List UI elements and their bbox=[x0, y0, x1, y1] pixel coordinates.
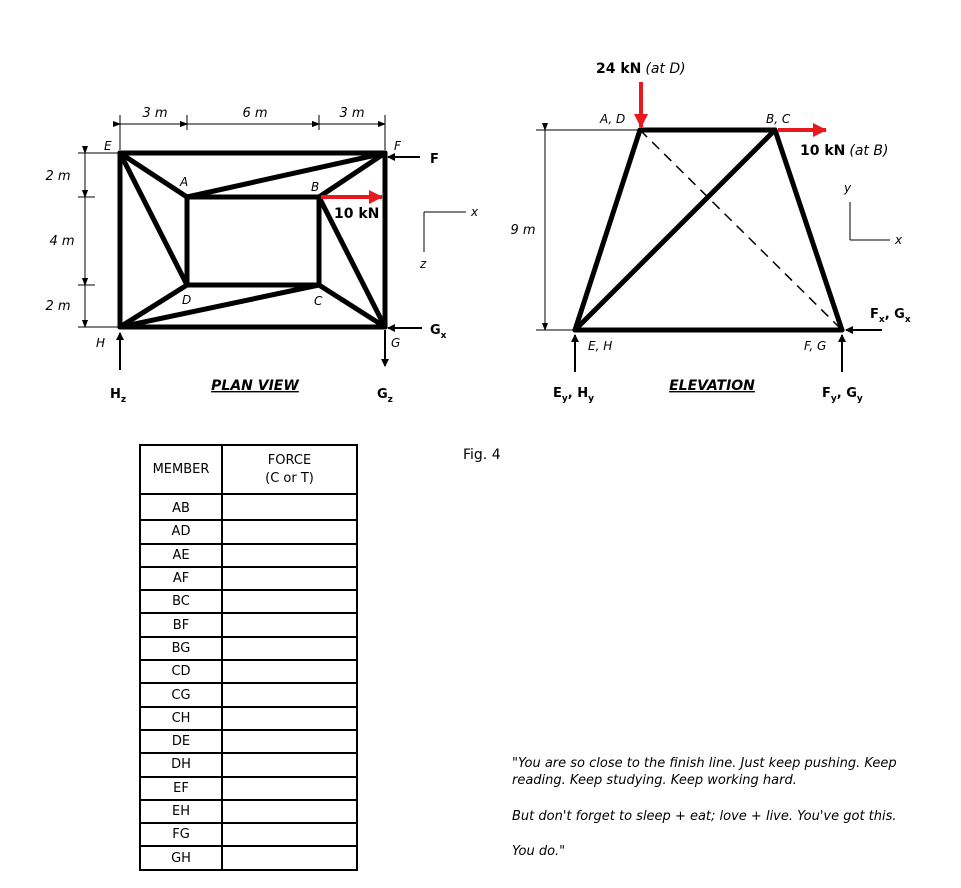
plan-reaction-Hz-main: H bbox=[110, 387, 121, 402]
member-force-cell[interactable] bbox=[222, 613, 357, 636]
elevation-dim-9m: 9 m bbox=[510, 223, 536, 238]
member-force-cell[interactable] bbox=[222, 707, 357, 730]
table-row bbox=[140, 683, 357, 706]
table-row bbox=[140, 567, 357, 590]
plan-load-label: 10 kN bbox=[334, 206, 380, 222]
elevation-members bbox=[575, 130, 842, 330]
table-row bbox=[140, 613, 357, 636]
member-name: DE bbox=[140, 730, 222, 753]
plan-reaction-Gz-label bbox=[377, 387, 393, 405]
plan-reaction-Gx-sub: x bbox=[440, 331, 447, 341]
elevation-reaction-Hy: , H bbox=[567, 386, 589, 401]
table-row bbox=[140, 777, 357, 800]
elevation-reaction-Ey: E bbox=[553, 386, 562, 401]
member-name: AD bbox=[140, 520, 222, 543]
elevation-reaction-right-label bbox=[822, 386, 863, 404]
plan-reaction-Gz-sub: z bbox=[387, 395, 393, 405]
elevation-side-load-note: (at B) bbox=[849, 143, 889, 159]
elevation-reaction-Ey-sub: y bbox=[561, 394, 568, 404]
member-name: GH bbox=[140, 846, 222, 869]
member-force-cell[interactable] bbox=[222, 494, 357, 520]
plan-members bbox=[120, 153, 385, 327]
table-row bbox=[140, 707, 357, 730]
table-row bbox=[140, 637, 357, 660]
plan-node-E: E bbox=[104, 139, 112, 153]
plan-reaction-Hz-sub: z bbox=[120, 395, 127, 405]
elevation-reaction-Gx: , G bbox=[884, 307, 905, 322]
plan-node-F: F bbox=[394, 139, 401, 153]
plan-reaction-F-label: F bbox=[430, 152, 439, 167]
dim-2m-bottom: 2 m bbox=[45, 299, 71, 314]
member-force-cell[interactable] bbox=[222, 753, 357, 776]
elevation-height-dimension bbox=[536, 130, 640, 330]
member-name: CG bbox=[140, 683, 222, 706]
table-row bbox=[140, 800, 357, 823]
member-force-cell[interactable] bbox=[222, 520, 357, 543]
dim-2m-top: 2 m bbox=[45, 169, 71, 184]
member-name: BG bbox=[140, 637, 222, 660]
member-force-cell[interactable] bbox=[222, 637, 357, 660]
member-name: AF bbox=[140, 567, 222, 590]
plan-node-C: C bbox=[314, 294, 323, 308]
table-row bbox=[140, 730, 357, 753]
table-header-row bbox=[140, 445, 357, 494]
table-row bbox=[140, 846, 357, 869]
quote-line-1: "You are so close to the finish line. Just keep pushing. Keep reading. Keep studying. Keep working hard. bbox=[512, 756, 897, 788]
dim-3m-right: 3 m bbox=[339, 106, 365, 121]
elevation-reaction-Gy: , G bbox=[836, 386, 857, 401]
member-force-cell[interactable] bbox=[222, 823, 357, 846]
dim-4m: 4 m bbox=[49, 234, 75, 249]
elevation-reaction-side-label bbox=[870, 307, 911, 325]
member-name: BF bbox=[140, 613, 222, 636]
dim-3m-left: 3 m bbox=[142, 106, 168, 121]
plan-node-D: D bbox=[182, 293, 192, 307]
elevation-reaction-left-label bbox=[553, 386, 594, 404]
member-force-cell[interactable] bbox=[222, 730, 357, 753]
header-force-line2: (C or T) bbox=[265, 470, 314, 486]
plan-node-A: A bbox=[180, 175, 189, 189]
elevation-reaction-Fx-sub: x bbox=[878, 315, 885, 325]
plan-axis-icon bbox=[424, 212, 466, 252]
member-name: CH bbox=[140, 707, 222, 730]
table-row bbox=[140, 823, 357, 846]
member-name: CD bbox=[140, 660, 222, 683]
elevation-node-BC: B, C bbox=[766, 112, 791, 126]
elevation-node-AD: A, D bbox=[600, 112, 626, 126]
elevation-view bbox=[510, 61, 910, 404]
elevation-top-load-note: (at D) bbox=[645, 61, 686, 77]
plan-reaction-Gx-label bbox=[430, 323, 447, 341]
elevation-reaction-Hy-sub: y bbox=[588, 394, 594, 404]
member-force-cell[interactable] bbox=[222, 567, 357, 590]
elevation-reaction-Gx-sub: x bbox=[904, 315, 911, 325]
elevation-axis-x: x bbox=[895, 233, 903, 247]
table-row bbox=[140, 544, 357, 567]
elevation-reaction-Fx: F bbox=[870, 307, 879, 322]
elevation-top-load-label bbox=[596, 61, 686, 77]
table-row bbox=[140, 494, 357, 520]
elevation-axis-icon bbox=[850, 202, 890, 240]
table-row bbox=[140, 753, 357, 776]
member-force-cell[interactable] bbox=[222, 846, 357, 869]
member-name: AB bbox=[140, 494, 222, 520]
member-force-cell[interactable] bbox=[222, 683, 357, 706]
member-rows bbox=[140, 494, 357, 870]
member-name: BC bbox=[140, 590, 222, 613]
quote-line-3: You do." bbox=[512, 844, 566, 859]
member-name: EH bbox=[140, 800, 222, 823]
member-name: DH bbox=[140, 753, 222, 776]
elevation-reaction-Fy-sub: y bbox=[830, 394, 837, 404]
elevation-side-load-value: 10 kN bbox=[800, 143, 846, 159]
member-force-table bbox=[139, 444, 358, 871]
plan-axis-z: z bbox=[420, 257, 427, 271]
dim-6m: 6 m bbox=[242, 106, 268, 121]
elevation-hidden-member bbox=[640, 130, 842, 330]
table-row bbox=[140, 660, 357, 683]
plan-left-dimensions bbox=[78, 153, 118, 327]
plan-reaction-Gz-main: G bbox=[377, 387, 388, 402]
header-force bbox=[222, 445, 357, 494]
member-force-cell[interactable] bbox=[222, 544, 357, 567]
plan-reaction-Hz-label bbox=[110, 387, 126, 405]
plan-reaction-Gx-main: G bbox=[430, 323, 441, 338]
elevation-axis-y: y bbox=[844, 181, 852, 195]
member-force-cell[interactable] bbox=[222, 590, 357, 613]
plan-view-title: PLAN VIEW bbox=[211, 378, 299, 394]
member-name: EF bbox=[140, 777, 222, 800]
figure-caption: Fig. 4 bbox=[463, 447, 501, 463]
elevation-reaction-Gy-sub: y bbox=[856, 394, 863, 404]
header-member: MEMBER bbox=[140, 445, 222, 494]
plan-view bbox=[45, 106, 479, 405]
plan-node-G: G bbox=[391, 336, 401, 350]
table-row bbox=[140, 520, 357, 543]
member-name: AE bbox=[140, 544, 222, 567]
elevation-side-load-label bbox=[800, 143, 888, 159]
plan-axis-x: x bbox=[471, 205, 479, 219]
elevation-title: ELEVATION bbox=[669, 378, 755, 394]
plan-node-B: B bbox=[311, 180, 320, 194]
elevation-node-EH: E, H bbox=[588, 339, 613, 353]
member-force-cell[interactable] bbox=[222, 777, 357, 800]
header-force-line1: FORCE bbox=[267, 452, 312, 468]
table-row bbox=[140, 590, 357, 613]
elevation-reaction-Fy: F bbox=[822, 386, 831, 401]
quote-line-2: But don't forget to sleep + eat; love + live. You've got this. bbox=[512, 809, 897, 824]
member-force-cell[interactable] bbox=[222, 800, 357, 823]
elevation-top-load-value: 24 kN bbox=[596, 61, 642, 77]
member-name: FG bbox=[140, 823, 222, 846]
member-force-cell[interactable] bbox=[222, 660, 357, 683]
elevation-node-FG: F, G bbox=[804, 339, 827, 353]
plan-node-H: H bbox=[96, 336, 106, 350]
